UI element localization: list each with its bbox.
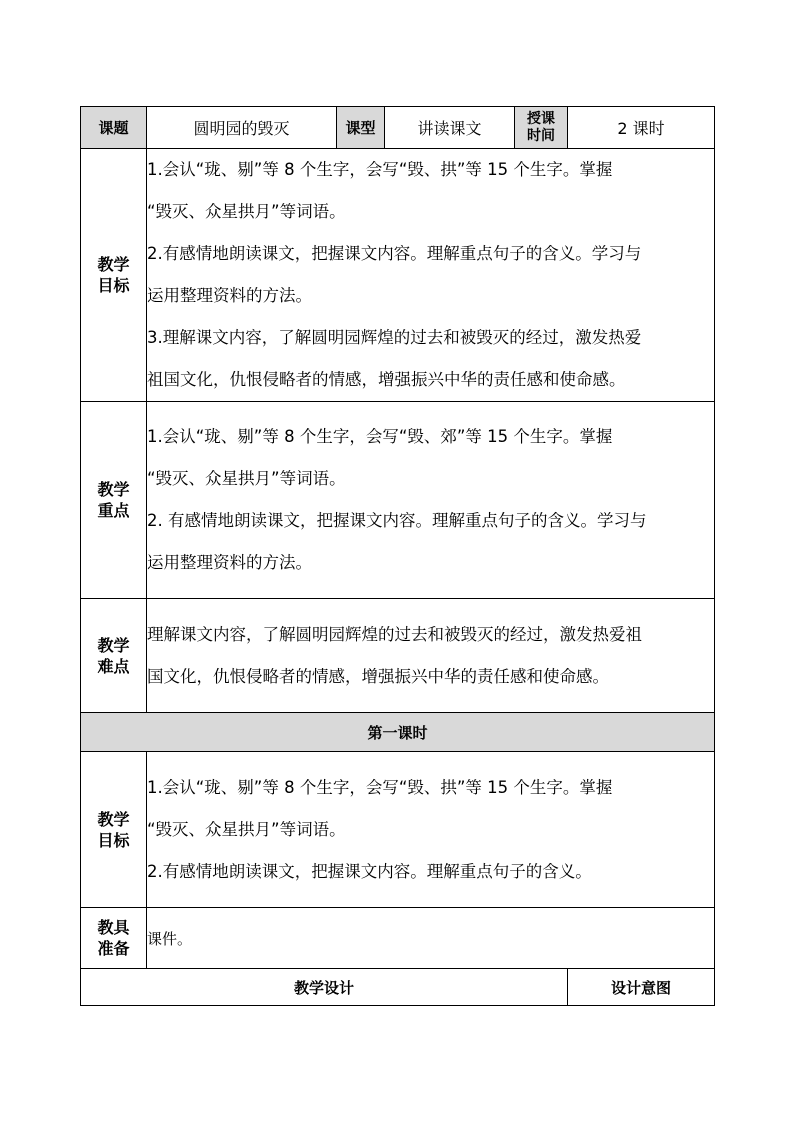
key-points-line: 运用整理资料的方法。 — [147, 553, 312, 572]
lesson1-title-row — [81, 713, 715, 752]
lesson1-title: 第一课时 — [81, 713, 715, 752]
key-points-row — [81, 402, 715, 599]
lesson1-objectives-row — [81, 752, 715, 908]
key-points-label-line1: 教学 — [97, 480, 130, 499]
lesson1-tools-label — [81, 908, 147, 969]
key-points-line: “毁灭、众星拱月”等词语。 — [147, 469, 346, 488]
objectives-line: 1.会认“珑、剔”等 8 个生字，会写“毁、拱”等 15 个生字。掌握 — [147, 160, 613, 179]
time-label — [515, 107, 568, 149]
objectives-line: 祖国文化，仇恨侵略者的情感，增强振兴中华的责任感和使命感。 — [147, 370, 626, 389]
objectives-label-line1: 教学 — [97, 255, 130, 274]
teaching-design-label: 教学设计 — [81, 969, 568, 1006]
key-points-content — [147, 402, 715, 599]
difficulties-content — [147, 599, 715, 713]
topic-value: 圆明园的毁灭 — [147, 107, 337, 149]
lesson-plan-table — [80, 106, 715, 1006]
key-points-label — [81, 402, 147, 599]
objectives-line: 运用整理资料的方法。 — [147, 286, 312, 305]
lesson1-tools-label-line2: 准备 — [97, 939, 130, 958]
lesson1-objectives-line: 1.会认“珑、剔”等 8 个生字，会写“毁、拱”等 15 个生字。掌握 — [147, 777, 613, 797]
lesson1-objectives-content — [147, 752, 715, 908]
difficulties-row — [81, 599, 715, 713]
key-points-label-line2: 重点 — [97, 501, 130, 520]
lesson1-objectives-label-line2: 目标 — [97, 830, 130, 850]
lesson1-objectives-label — [81, 752, 147, 908]
difficulties-line: 理解课文内容，了解圆明园辉煌的过去和被毁灭的经过，激发热爱祖 — [147, 624, 642, 644]
objectives-line: 3.理解课文内容，了解圆明园辉煌的过去和被毁灭的经过，激发热爱 — [147, 328, 642, 347]
lesson1-tools-row — [81, 908, 715, 969]
lesson1-objectives-line: 2.有感情地朗读课文，把握课文内容。理解重点句子的含义。 — [147, 861, 592, 881]
type-label: 课型 — [337, 107, 385, 149]
difficulties-label-line2: 难点 — [97, 656, 130, 676]
time-value: 2 课时 — [568, 107, 715, 149]
difficulties-label — [81, 599, 147, 713]
type-value: 讲读课文 — [385, 107, 515, 149]
lesson1-objectives-label-line1: 教学 — [97, 809, 130, 829]
objectives-label-line2: 目标 — [97, 276, 130, 295]
header-row — [81, 107, 715, 149]
objectives-line: 2.有感情地朗读课文，把握课文内容。理解重点句子的含义。学习与 — [147, 244, 642, 263]
lesson1-tools-value: 课件。 — [147, 908, 715, 969]
topic-label: 课题 — [81, 107, 147, 149]
lesson1-objectives-line: “毁灭、众星拱月”等词语。 — [147, 819, 346, 839]
key-points-line: 2. 有感情地朗读课文，把握课文内容。理解重点句子的含义。学习与 — [147, 511, 647, 530]
objectives-label — [81, 149, 147, 402]
objectives-content — [147, 149, 715, 402]
lesson1-tools-label-line1: 教具 — [97, 918, 130, 937]
difficulties-label-line1: 教学 — [97, 635, 130, 655]
design-intent-label: 设计意图 — [568, 969, 715, 1006]
objectives-line: “毁灭、众星拱月”等词语。 — [147, 202, 346, 221]
difficulties-line: 国文化，仇恨侵略者的情感，增强振兴中华的责任感和使命感。 — [147, 666, 609, 686]
objectives-row — [81, 149, 715, 402]
time-label-line2: 时间 — [527, 127, 555, 144]
footer-row — [81, 969, 715, 1006]
time-label-line1: 授课 — [527, 110, 555, 127]
key-points-line: 1.会认“珑、剔”等 8 个生字，会写“毁、郊”等 15 个生字。掌握 — [147, 427, 613, 446]
